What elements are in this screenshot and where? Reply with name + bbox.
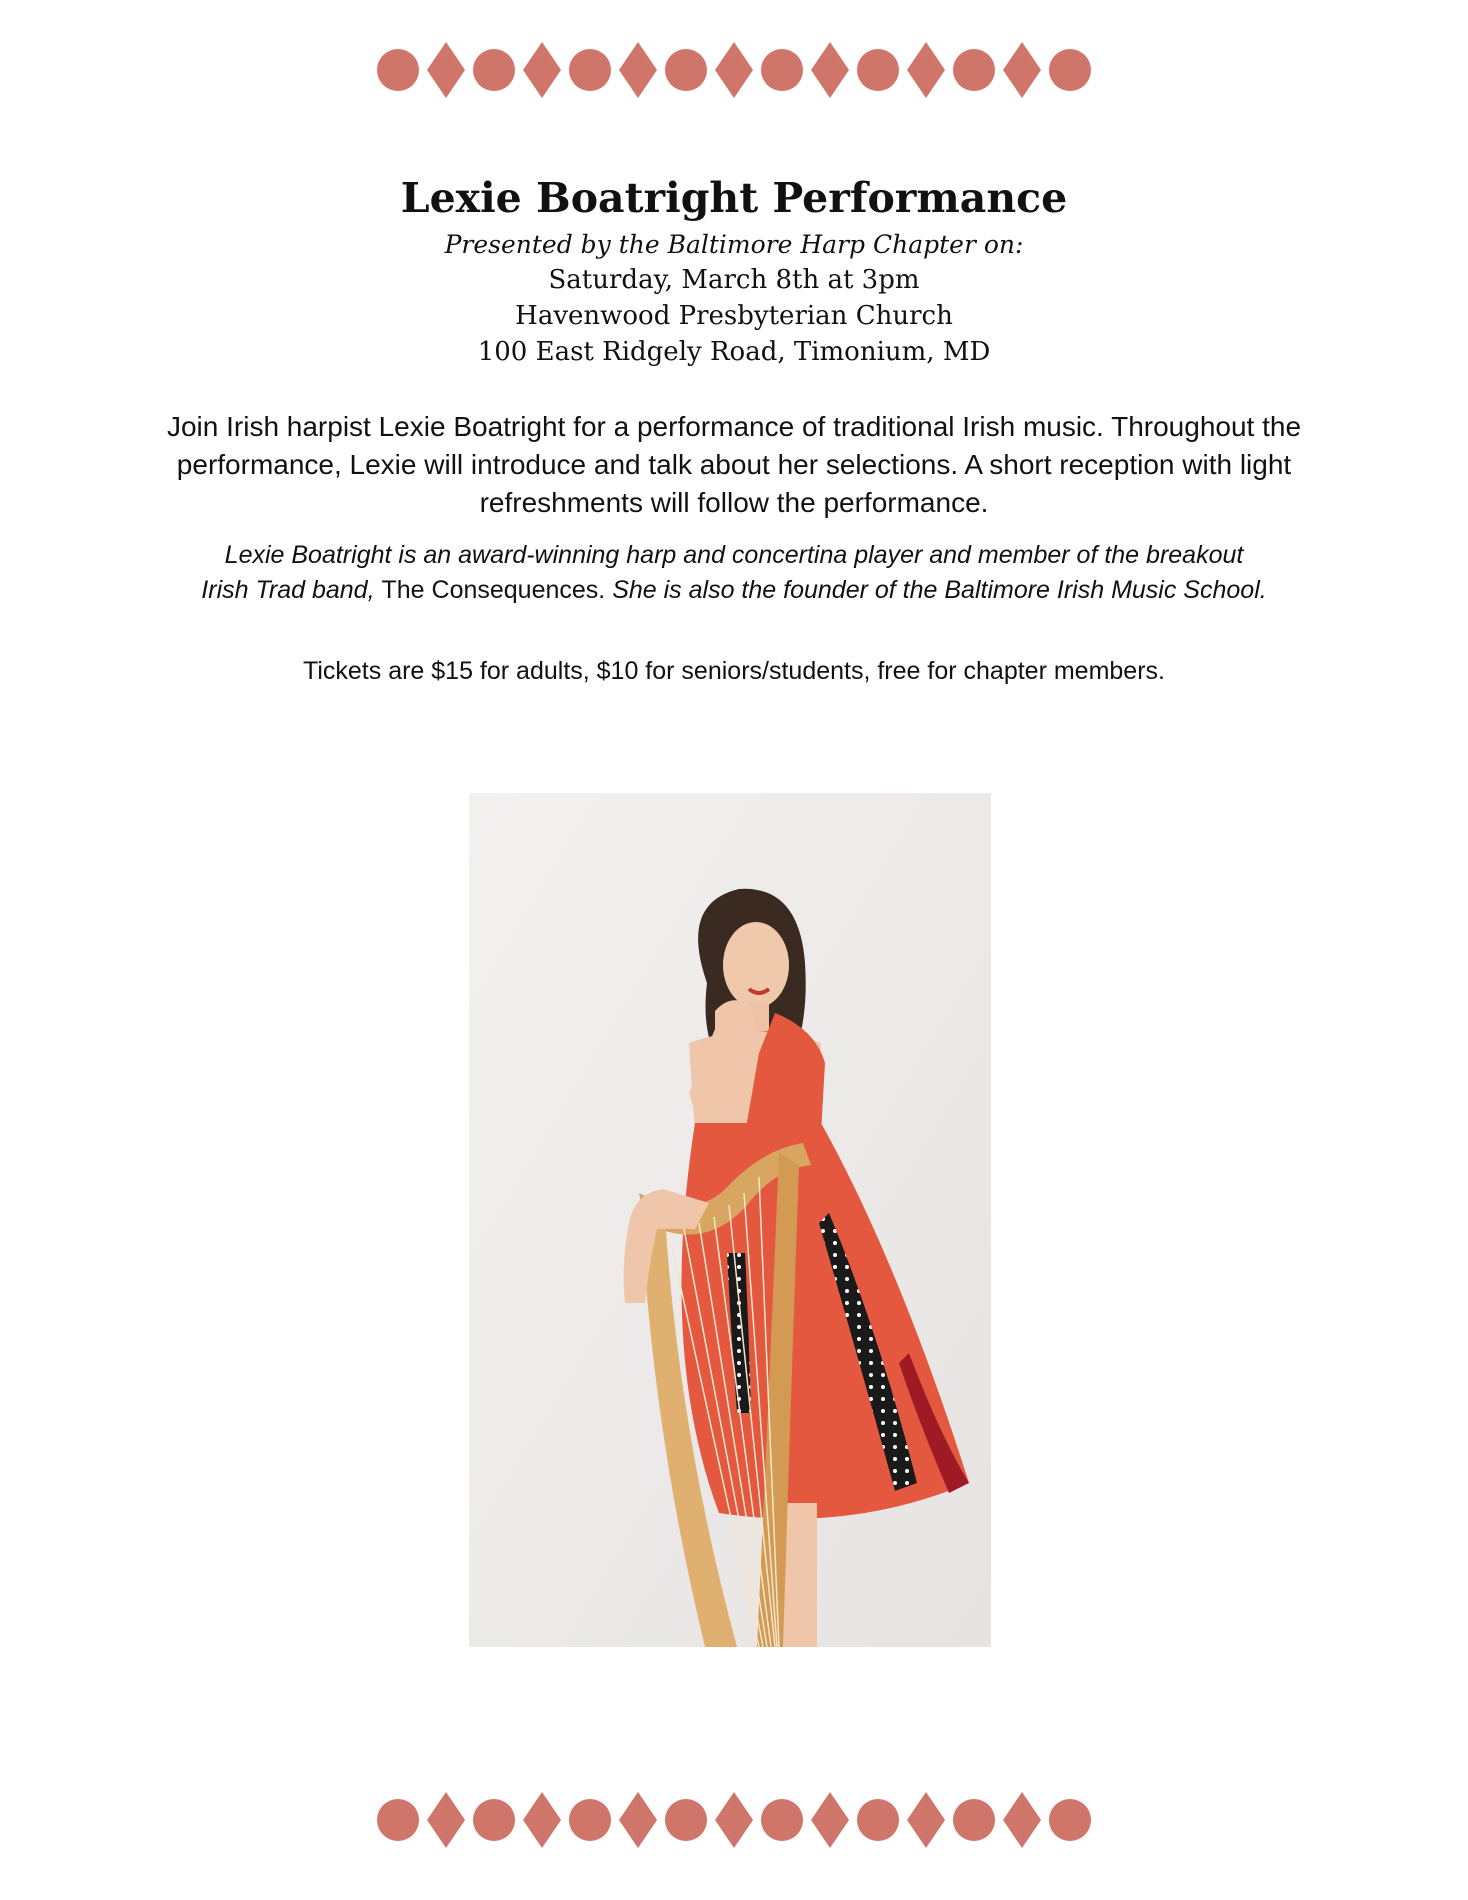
diamond-ornament-icon (907, 42, 945, 98)
band-name: The Consequences. (381, 576, 606, 604)
circle-ornament-icon (377, 1799, 419, 1841)
circle-ornament-icon (665, 49, 707, 91)
diamond-ornament-icon (715, 1792, 753, 1848)
circle-ornament-icon (569, 49, 611, 91)
circle-ornament-icon (761, 49, 803, 91)
circle-ornament-icon (473, 1799, 515, 1841)
event-title: Lexie Boatright Performance (400, 174, 1068, 222)
circle-ornament-icon (953, 49, 995, 91)
performer-photo-illustration (469, 793, 991, 1647)
circle-ornament-icon (1049, 49, 1091, 91)
circle-ornament-icon (857, 49, 899, 91)
diamond-ornament-icon (811, 42, 849, 98)
bio-text-2: She is also the founder of the Baltimore Irish Music School. (605, 576, 1267, 604)
presented-by: Presented by the Baltimore Harp Chapter on: (444, 230, 1024, 259)
diamond-ornament-icon (907, 1792, 945, 1848)
circle-ornament-icon (761, 1799, 803, 1841)
diamond-ornament-icon (523, 1792, 561, 1848)
diamond-ornament-icon (715, 42, 753, 98)
diamond-ornament-icon (811, 1792, 849, 1848)
circle-ornament-icon (569, 1799, 611, 1841)
diamond-ornament-icon (1003, 42, 1041, 98)
event-date-time: Saturday, March 8th at 3pm (548, 265, 920, 295)
circle-ornament-icon (377, 49, 419, 91)
diamond-ornament-icon (523, 42, 561, 98)
diamond-ornament-icon (619, 1792, 657, 1848)
diamond-ornament-icon (619, 42, 657, 98)
performer-photo (469, 793, 991, 1647)
event-header (0, 172, 1468, 370)
face (723, 922, 789, 1008)
event-description: Join Irish harpist Lexie Boatright for a performance of traditional Irish music. Throughout the performance, Lexie will introduce and talk about her selections. A short reception with light refreshments will follow the performance. (166, 411, 1302, 518)
diamond-ornament-icon (427, 1792, 465, 1848)
ticket-prices: Tickets are $15 for adults, $10 for seniors/students, free for chapter members. (303, 657, 1165, 685)
top-ornament-border (0, 40, 1468, 100)
bio-text-1: Lexie Boatright is an award-winning harp and concertina player and member of the breakout Irish Trad band, (201, 541, 1244, 604)
bottom-ornament-border (0, 1790, 1468, 1850)
circle-ornament-icon (857, 1799, 899, 1841)
diamond-ornament-icon (1003, 1792, 1041, 1848)
hand-at-chin (715, 1000, 755, 1040)
circle-ornament-icon (953, 1799, 995, 1841)
circle-ornament-icon (1049, 1799, 1091, 1841)
circle-ornament-icon (473, 49, 515, 91)
performer-bio (200, 538, 1268, 608)
event-venue: Havenwood Presbyterian Church (515, 301, 953, 331)
circle-ornament-icon (665, 1799, 707, 1841)
event-address: 100 East Ridgely Road, Timonium, MD (477, 337, 991, 367)
diamond-ornament-icon (427, 42, 465, 98)
